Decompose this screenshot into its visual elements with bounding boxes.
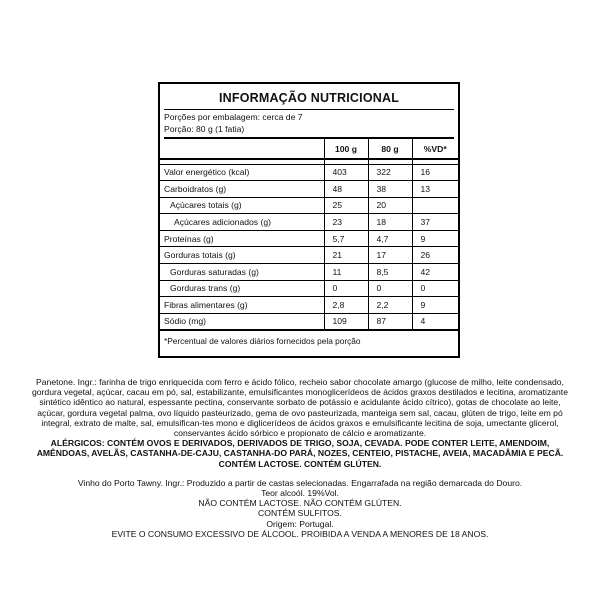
- nutrient-label: Gorduras totais (g): [160, 247, 324, 264]
- value-80g: 38: [368, 181, 412, 198]
- table-row: [160, 280, 458, 297]
- value-100g: 403: [324, 164, 368, 181]
- panetone-ingredients: Panetone. Ingr.: farinha de trigo enriquecida com ferro e ácido fólico, recheio sabor chocolate amargo (glucose de milho, leite condensado, gordura vegetal, açúcar, cacau em pó, sal, estabilizante, emulsificantes monoglicerídeos de ácidos graxos destilados e lecitina, aromatizante sintético idêntico ao natural, espessante pectina, conservante sorbato de potássio e acidulante ácido cítrico), gotas de chocolate ao leite, açúcar, gordura vegetal palma, ovo líquido pasteurizado, gema de ovo pasteurizada, manteiga sem sal, cacau, glúten de trigo, leite em pó integral, extrato de malte, sal, emulsifican-tes mono e diglicerídeos de ácidos graxos e emulsificante lecitina de soja, umectante glicerol, conservantes ácido sórbico e propionato de cálcio e aromatizante.: [32, 377, 568, 439]
- value-100g: 25: [324, 197, 368, 214]
- value-80g: 0: [368, 280, 412, 297]
- value-vd: 9: [412, 230, 458, 247]
- table-row: [160, 181, 458, 198]
- table-row: [160, 230, 458, 247]
- value-100g: 23: [324, 214, 368, 231]
- table-row: [160, 247, 458, 264]
- nutrient-label: Sódio (mg): [160, 313, 324, 330]
- wine-ingredients: Vinho do Porto Tawny. Ingr.: Produzido a partir de castas selecionadas. Engarrafada na região demarcada do Douro.: [77, 477, 523, 488]
- header-80g: 80 g: [368, 139, 412, 159]
- header-100g: 100 g: [324, 139, 368, 159]
- servings-per-package: Porções por embalagem: cerca de 7: [164, 112, 303, 122]
- nutrient-label: Carboidratos (g): [160, 181, 324, 198]
- alcohol-warning: EVITE O CONSUMO EXCESSIVO DE ÁLCOOL. PROIBIDA A VENDA A MENORES DE 18 ANOS.: [111, 528, 489, 539]
- nutrient-label: Açúcares adicionados (g): [160, 214, 324, 231]
- nutrition-facts-table: [158, 82, 460, 358]
- value-80g: 2,2: [368, 297, 412, 314]
- nutrient-table: [160, 139, 458, 331]
- ingredients-section: [30, 377, 570, 539]
- value-100g: 21: [324, 247, 368, 264]
- value-80g: 8,5: [368, 264, 412, 281]
- nutrient-label: Proteínas (g): [160, 230, 324, 247]
- daily-value-footnote: *Percentual de valores diários fornecidos pela porção: [164, 335, 361, 346]
- origin: Origem: Portugal.: [266, 518, 334, 529]
- nutrient-label: Açúcares totais (g): [160, 197, 324, 214]
- nutrient-label: Gorduras saturadas (g): [160, 264, 324, 281]
- lactose-gluten-notice: CONTÉM LACTOSE. CONTÉM GLÚTEN.: [218, 458, 382, 469]
- portion-size: Porção: 80 g (1 fatia): [164, 124, 454, 140]
- header-vd: %VD*: [412, 139, 458, 159]
- value-vd: 0: [412, 280, 458, 297]
- allergen-warning: ALÉRGICOS: CONTÉM OVOS E DERIVADOS, DERIVADOS DE TRIGO, SOJA, CEVADA. PODE CONTER LEITE, AMENDOIM, AMÊNDOAS, AVELÃS, CASTANHA-DE-CAJU, CASTANHA-DO PARÁ, NOZES, CENTEIO, PISTACHE, AVEIA, MACADÂMIA E PECÃ.: [36, 438, 564, 459]
- value-100g: 0: [324, 280, 368, 297]
- serving-info: [164, 110, 454, 139]
- table-row: [160, 264, 458, 281]
- value-vd: 16: [412, 164, 458, 181]
- value-80g: 4,7: [368, 230, 412, 247]
- value-100g: 11: [324, 264, 368, 281]
- no-lactose-notice: NÃO CONTÉM LACTOSE. NÃO CONTÉM GLÚTEN.: [198, 498, 402, 509]
- table-header-row: [160, 139, 458, 159]
- table-row: [160, 297, 458, 314]
- table-row: [160, 214, 458, 231]
- value-vd: 42: [412, 264, 458, 281]
- value-80g: 20: [368, 197, 412, 214]
- value-80g: 18: [368, 214, 412, 231]
- value-100g: 2,8: [324, 297, 368, 314]
- value-100g: 5,7: [324, 230, 368, 247]
- nutrient-label: Fibras alimentares (g): [160, 297, 324, 314]
- value-80g: 322: [368, 164, 412, 181]
- table-row: [160, 164, 458, 181]
- value-vd: 13: [412, 181, 458, 198]
- value-vd: 4: [412, 313, 458, 330]
- value-80g: 17: [368, 247, 412, 264]
- value-100g: 109: [324, 313, 368, 330]
- alcohol-content: Teor alcoól. 19%Vol.: [261, 488, 339, 499]
- value-vd: 9: [412, 297, 458, 314]
- sulfites-notice: CONTÉM SULFITOS.: [258, 508, 342, 519]
- value-80g: 87: [368, 313, 412, 330]
- nutrient-label: Gorduras trans (g): [160, 280, 324, 297]
- value-vd: 37: [412, 214, 458, 231]
- nutrition-title: INFORMAÇÃO NUTRICIONAL: [164, 84, 454, 110]
- value-vd: [412, 197, 458, 214]
- table-row: [160, 313, 458, 330]
- value-100g: 48: [324, 181, 368, 198]
- value-vd: 26: [412, 247, 458, 264]
- nutrient-label: Valor energético (kcal): [160, 164, 324, 181]
- table-row: [160, 197, 458, 214]
- header-blank: [160, 139, 324, 159]
